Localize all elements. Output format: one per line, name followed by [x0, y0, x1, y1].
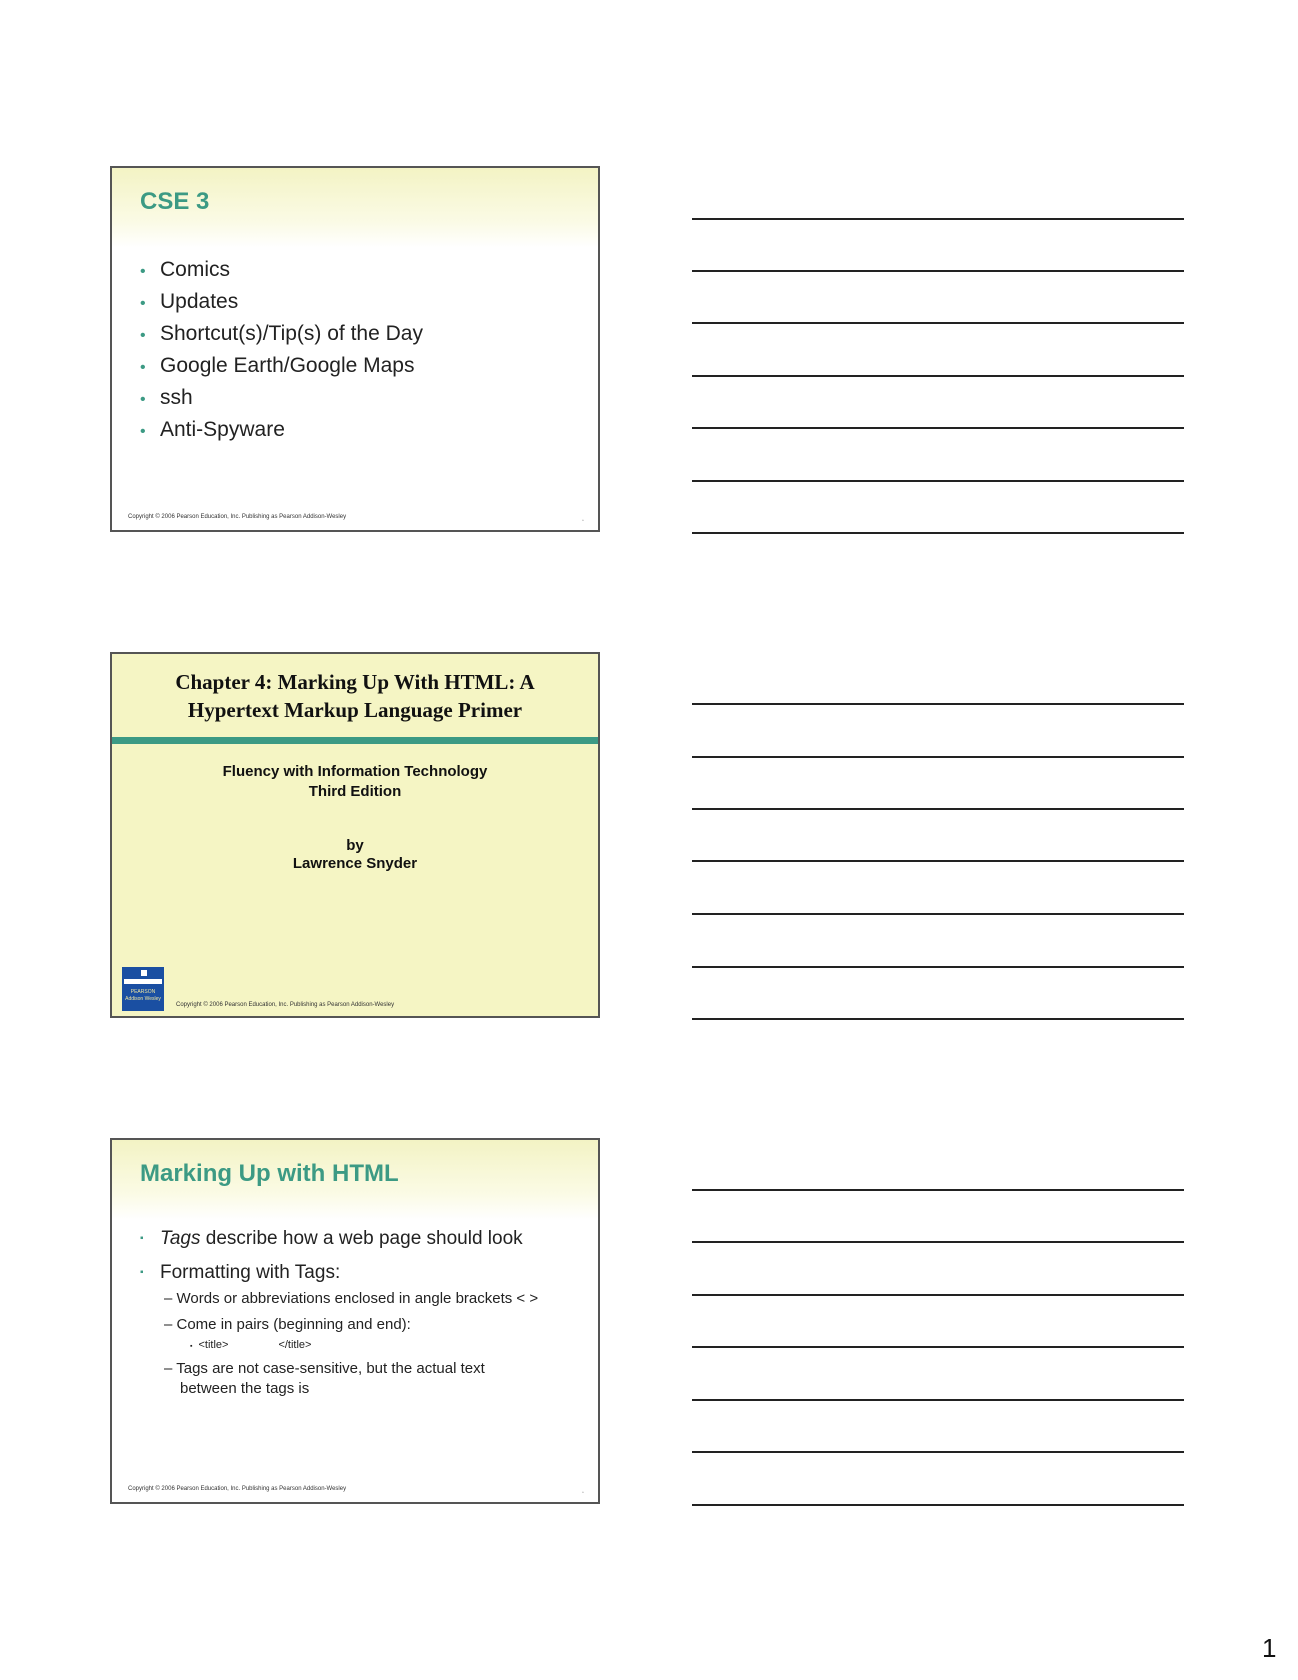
close-tag: </title> [278, 1339, 312, 1351]
page-number: 1 [1262, 1633, 1277, 1663]
slide-2-title [112, 668, 598, 724]
slide-1-bullets [140, 254, 423, 446]
by-line: by [346, 837, 364, 854]
bullet-text: ssh [160, 386, 193, 409]
slide-1-copyright: Copyright © 2006 Pearson Education, Inc. Publishing as Pearson Addison-Wesley [128, 514, 347, 520]
bullet-glyph: • [140, 263, 146, 280]
tag-bullet: ▪ [190, 1343, 193, 1350]
slide-1-title: CSE 3 [140, 188, 210, 215]
slide-1-bullet-item [140, 382, 423, 414]
pearson-logo [122, 967, 164, 1011]
note-line [692, 1189, 1184, 1191]
slide-1-bullet-item [140, 318, 423, 350]
bullet-glyph: • [140, 391, 146, 408]
note-line [692, 808, 1184, 810]
slide-2 [110, 652, 600, 1018]
bullet-text: Updates [160, 290, 239, 313]
book-edition: Third Edition [308, 783, 402, 800]
open-tag: <title> [198, 1339, 229, 1351]
note-line [692, 703, 1184, 705]
note-line [692, 1018, 1184, 1020]
slide-3-title: Marking Up with HTML [140, 1160, 399, 1187]
sub-3-line-1: – Tags are not case-sensitive, but the actual text [164, 1360, 485, 1377]
note-line [692, 1346, 1184, 1348]
bullet-2-text: Formatting with Tags: [160, 1262, 341, 1283]
bullet-glyph: ▪ [140, 1267, 144, 1279]
note-line [692, 860, 1184, 862]
bullet-glyph: • [140, 423, 146, 440]
slide-3 [110, 1138, 600, 1504]
note-line [692, 913, 1184, 915]
bullet-glyph: • [140, 295, 146, 312]
slide-3-bullet-1 [140, 1228, 523, 1250]
slide-3-sub-2: – Come in pairs (beginning and end): [164, 1316, 411, 1333]
slide-2-copyright: Copyright © 2006 Pearson Education, Inc. Publishing as Pearson Addison-Wesley [176, 1002, 395, 1008]
slide-2-title-line-1: Chapter 4: Marking Up With HTML: A [175, 670, 535, 694]
slide-3-number-mark: ▫ [582, 1490, 584, 1496]
note-line [692, 1294, 1184, 1296]
logo-mark [141, 970, 147, 976]
logo-band [124, 979, 162, 984]
slide-3-bullet-2 [140, 1262, 340, 1284]
sub-3-line-2: between the tags is [180, 1380, 310, 1397]
slide-1-bullet-item [140, 414, 423, 446]
note-line [692, 375, 1184, 377]
bullet-glyph: • [140, 327, 146, 344]
bullet-1-text: describe how a web page should look [200, 1228, 523, 1249]
note-line [692, 270, 1184, 272]
bullet-glyph: ▪ [140, 1233, 144, 1245]
note-line [692, 1399, 1184, 1401]
slide-1 [110, 166, 600, 532]
tags-emphasis: Tags [160, 1228, 201, 1249]
slide-3-sub-3 [164, 1359, 485, 1399]
bullet-text: Comics [160, 258, 231, 281]
bullet-text: Anti-Spyware [160, 418, 285, 441]
bullet-glyph: • [140, 359, 146, 376]
note-line [692, 427, 1184, 429]
slide-1-bullet-item [140, 350, 423, 382]
note-line [692, 1451, 1184, 1453]
slide-3-sub-1: – Words or abbreviations enclosed in angle brackets < > [164, 1290, 539, 1307]
note-line [692, 756, 1184, 758]
book-title: Fluency with Information Technology [222, 763, 488, 780]
bullet-text: Google Earth/Google Maps [160, 354, 415, 377]
note-line [692, 1504, 1184, 1506]
logo-text: PEARSON Addison Wesley [125, 989, 161, 1002]
slide-1-number-mark: ▫ [582, 518, 584, 524]
bullet-text: Shortcut(s)/Tip(s) of the Day [160, 322, 423, 345]
note-line [692, 218, 1184, 220]
slide-3-copyright: Copyright © 2006 Pearson Education, Inc. Publishing as Pearson Addison-Wesley [128, 1486, 347, 1492]
slide-2-divider [112, 737, 598, 744]
note-line [692, 1241, 1184, 1243]
slide-3-tag-example [190, 1339, 311, 1351]
note-line [692, 480, 1184, 482]
note-line [692, 966, 1184, 968]
note-line [692, 532, 1184, 534]
author-name: Lawrence Snyder [292, 855, 418, 872]
slide-1-bullet-item [140, 286, 423, 318]
slide-1-bullet-item [140, 254, 423, 286]
slide-2-title-line-2: Hypertext Markup Language Primer [187, 698, 523, 722]
note-line [692, 322, 1184, 324]
